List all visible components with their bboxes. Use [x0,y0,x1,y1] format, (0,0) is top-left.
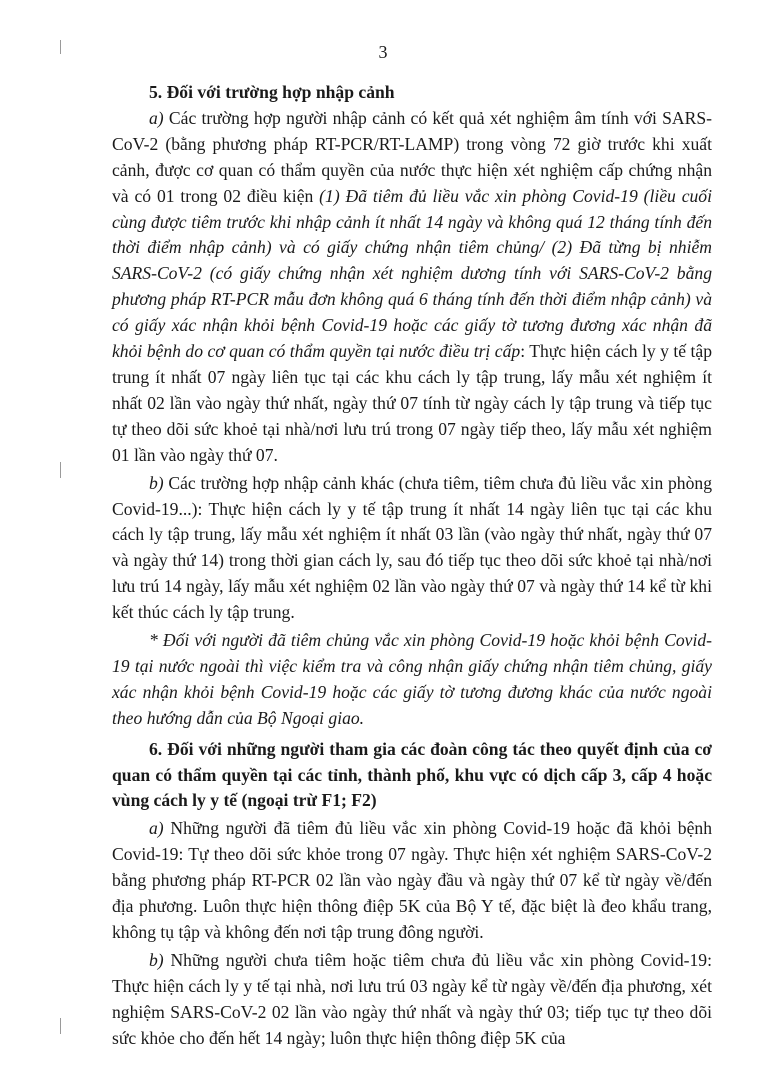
section-5-item-a [112,106,712,469]
item-b-label: b) [149,949,164,970]
item-b-text: Các trường hợp nhập cảnh khác (chưa tiêm, tiêm chưa đủ liều vắc xin phòng Covid-19...): Thực hiện cách ly y tế tập trung ít nhất 14 ngày liên tục tại các khu cách ly tập trung, lấy mẫu xét nghiệm ít nhất 03 lần (vào ngày thứ nhất, ngày thứ 07 và ngày thứ 14) trong thời gian cách ly, sau đó tiếp tục theo dõi sức khoẻ tại nhà/nơi lưu trú 14 ngày, lấy mẫu xét nghiệm 02 lần vào ngày thứ 07 và ngày thứ 14 kể từ khi kết thúc cách ly tập trung. [112,472,712,623]
scan-mark-bottom [60,1018,61,1034]
section-5-heading: 5. Đối với trường hợp nhập cảnh [149,82,395,102]
item-a-conditions: (1) Đã tiêm đủ liều vắc xin phòng Covid-19 (liều cuối cùng được tiêm trước khi nhập cảnh ít nhất 14 ngày và không quá 12 tháng tính đến thời điểm nhập cảnh) và có giấy chứng nhận tiêm chủng/ (2) Đã từng bị nhiễm SARS-CoV-2 (có giấy chứng nhận xét nghiệm dương tính với SARS-CoV-2 bằng phương pháp RT-PCR mẫu đơn không quá 6 tháng tính đến thời điểm nhập cảnh) và có giấy xác nhận khỏi bệnh Covid-19 hoặc các giấy tờ tương đương xác nhận đã khỏi bệnh do cơ quan có thẩm quyền tại nước điều trị cấp [112,185,712,362]
item-a-text-1: Các trường hợp người nhập cảnh có kết quả xét nghiệm âm tính với SARS-CoV-2 (bằng phương pháp RT-PCR/RT-LAMP) trong vòng 72 giờ trước khi xuất cảnh, được cơ quan có thẩm quyền của nước thực hiện xét nghiệm cấp chứng nhận và có 01 trong 02 điều kiện [112,107,712,206]
document-body [112,80,712,1052]
item-a-text-2: : Thực hiện cách ly y tế tập trung ít nhất 07 ngày liên tục tại các khu cách ly tập trung, lấy mẫu xét nghiệm ít nhất 02 lần vào ngày thứ nhất, ngày thứ 07 tính từ ngày cách ly tập trung và tiếp tục tự theo dõi sức khoẻ tại nhà/nơi lưu trú trong 07 ngày tiếp theo, lấy mẫu xét nghiệm 01 lần vào ngày thứ 07. [112,341,712,465]
section-6-item-b [112,948,712,1052]
section-6-heading: 6. Đối với những người tham gia các đoàn công tác theo quyết định của cơ quan có thẩm quyền tại các tỉnh, thành phố, khu vực có dịch cấp 3, cấp 4 hoặc vùng cách ly y tế (ngoại trừ F1; F2) [112,738,712,811]
section-6-item-a [112,816,712,946]
item-a-text: Những người đã tiêm đủ liều vắc xin phòng Covid-19 hoặc đã khỏi bệnh Covid-19: Tự theo dõi sức khỏe trong 07 ngày. Thực hiện xét nghiệm SARS-CoV-2 bằng phương pháp RT-PCR 02 lần vào ngày đầu và ngày thứ 07 kể từ ngày về/đến địa phương. Luôn thực hiện thông điệp 5K của Bộ Y tế, đặc biệt là đeo khẩu trang, không tụ tập và không đến nơi tập trung đông người. [112,818,712,942]
scan-mark-middle [60,462,61,478]
item-a-label: a) [149,818,164,839]
item-a-label: a) [149,107,164,128]
page-number: 3 [378,42,388,62]
item-b-text: Những người chưa tiêm hoặc tiêm chưa đủ liều vắc xin phòng Covid-19: Thực hiện cách ly y tế tại nhà, nơi lưu trú 03 ngày kể từ ngày về/đến địa phương, xét nghiệm SARS-CoV-2 02 lần vào ngày thứ nhất và ngày thứ 03; tiếp tục tự theo dõi sức khỏe cho đến hết 14 ngày; luôn thực hiện thông điệp 5K của [112,949,712,1048]
section-5-note: * Đối với người đã tiêm chủng vắc xin phòng Covid-19 hoặc khỏi bệnh Covid-19 tại nước ngoài thì việc kiểm tra và công nhận giấy chứng nhận tiêm chủng, giấy xác nhận khỏi bệnh Covid-19 hoặc các giấy tờ tương đương khác của nước ngoài theo hướng dẫn của Bộ Ngoại giao. [112,630,712,728]
section-5-item-b [112,471,712,626]
item-b-label: b) [149,472,164,493]
